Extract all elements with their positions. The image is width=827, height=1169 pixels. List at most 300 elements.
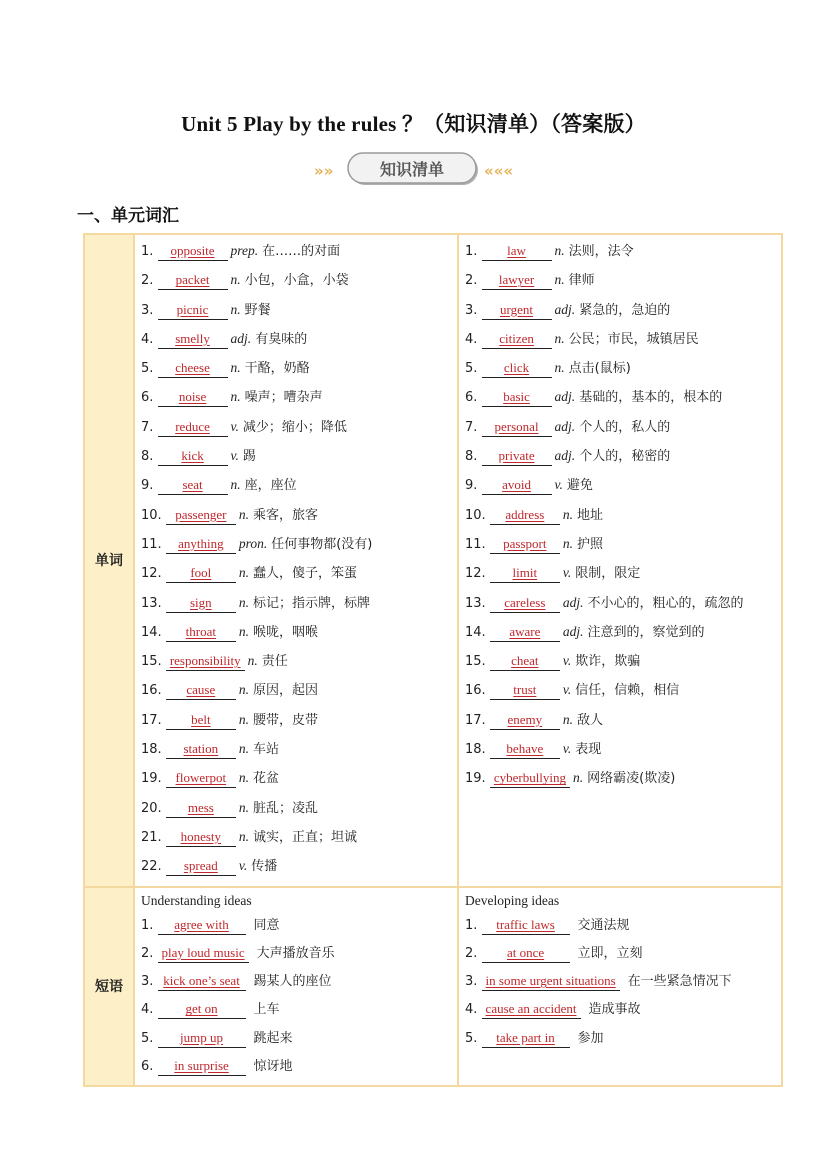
answer-blank bbox=[490, 506, 560, 525]
vocab-item bbox=[141, 559, 457, 588]
word-meaning: 花盆 bbox=[252, 771, 279, 787]
item-number: 7. bbox=[465, 419, 478, 435]
banner-label: 知识清单 bbox=[379, 160, 445, 179]
item-number: 2. bbox=[465, 273, 478, 289]
part-of-speech: adj. bbox=[230, 330, 252, 346]
item-number: 4. bbox=[141, 331, 154, 347]
item-number: 9. bbox=[465, 478, 478, 494]
answer-blank bbox=[158, 1029, 246, 1048]
vocab-item bbox=[141, 413, 457, 442]
word-meaning: 避免 bbox=[566, 478, 593, 494]
phrase-meaning: 惊讶地 bbox=[253, 1059, 293, 1075]
part-of-speech: n. bbox=[230, 360, 241, 376]
part-of-speech: n. bbox=[562, 711, 573, 727]
phrase-item bbox=[141, 1053, 457, 1081]
part-of-speech: n. bbox=[238, 770, 249, 786]
word-meaning: 法则，法令 bbox=[568, 244, 634, 259]
answer-word: picnic bbox=[176, 301, 209, 317]
answer-blank bbox=[166, 799, 236, 818]
answer-blank bbox=[482, 330, 552, 349]
vocab-item bbox=[141, 706, 457, 735]
item-number: 8. bbox=[141, 449, 154, 465]
answer-blank bbox=[166, 681, 236, 700]
answer-phrase: kick one’s seat bbox=[163, 973, 240, 989]
answer-blank bbox=[166, 506, 236, 525]
answer-word: behave bbox=[506, 741, 544, 757]
item-number: 8. bbox=[465, 449, 478, 465]
part-of-speech: n. bbox=[238, 711, 249, 727]
phrase-item bbox=[465, 912, 781, 940]
answer-word: address bbox=[505, 506, 545, 522]
answer-word: fool bbox=[190, 565, 212, 581]
vocab-item bbox=[465, 471, 781, 500]
answer-word: seat bbox=[182, 477, 203, 493]
vocab-item bbox=[141, 530, 457, 559]
vocab-item bbox=[465, 618, 781, 647]
answer-phrase: jump up bbox=[180, 1029, 224, 1045]
part-of-speech: adj. bbox=[554, 448, 576, 464]
answer-word: law bbox=[507, 243, 526, 258]
phrase-item bbox=[141, 912, 457, 940]
phrase-meaning: 上车 bbox=[253, 1002, 280, 1018]
phrases-left-column bbox=[134, 887, 458, 1087]
item-number: 17. bbox=[465, 712, 486, 728]
phrase-item bbox=[141, 1025, 457, 1053]
word-meaning: 敌人 bbox=[576, 712, 603, 728]
phrase-meaning: 跳起来 bbox=[253, 1030, 293, 1046]
part-of-speech: adj. bbox=[554, 301, 576, 317]
item-number: 15. bbox=[141, 654, 162, 670]
item-number: 2. bbox=[141, 945, 154, 961]
part-of-speech: pron. bbox=[238, 535, 268, 551]
vocab-item bbox=[465, 735, 781, 764]
vocab-item bbox=[141, 676, 457, 705]
item-number: 6. bbox=[141, 1059, 154, 1075]
part-of-speech: n. bbox=[238, 741, 249, 757]
phrase-item bbox=[141, 996, 457, 1024]
item-number: 18. bbox=[141, 742, 162, 758]
item-number: 5. bbox=[465, 1030, 478, 1046]
item-number: 7. bbox=[141, 419, 154, 435]
item-number: 22. bbox=[141, 859, 162, 875]
phrase-meaning: 踢某人的座位 bbox=[253, 974, 332, 990]
phrase-meaning: 大声播放音乐 bbox=[256, 945, 335, 961]
item-number: 3. bbox=[141, 302, 154, 318]
item-number: 14. bbox=[465, 624, 486, 640]
answer-word: avoid bbox=[502, 477, 531, 493]
item-number: 10. bbox=[465, 507, 486, 523]
vocab-item bbox=[141, 794, 457, 823]
answer-phrase: get on bbox=[185, 1001, 218, 1017]
answer-blank bbox=[166, 535, 236, 554]
vocab-item bbox=[141, 325, 457, 354]
answer-phrase: in some urgent situations bbox=[485, 973, 616, 989]
vocab-item bbox=[465, 559, 781, 588]
answer-word: cheat bbox=[511, 653, 539, 669]
item-number: 13. bbox=[141, 595, 162, 611]
phrases-left-heading: Understanding ideas bbox=[141, 892, 252, 908]
part-of-speech: v. bbox=[562, 741, 572, 757]
answer-word: private bbox=[498, 448, 535, 464]
part-of-speech: v. bbox=[238, 858, 248, 874]
word-meaning: 信任，信赖，相信 bbox=[575, 683, 680, 699]
phrase-meaning: 立即，立刻 bbox=[577, 945, 643, 961]
vocab-item bbox=[141, 735, 457, 764]
phrases-right-column bbox=[458, 887, 782, 1087]
word-meaning: 任何事物都(没有) bbox=[271, 536, 373, 552]
word-meaning: 公民；市民，城镇居民 bbox=[568, 331, 699, 347]
answer-word: kick bbox=[181, 448, 204, 464]
item-number: 5. bbox=[465, 361, 478, 377]
answer-blank bbox=[166, 711, 236, 730]
phrase-item bbox=[465, 996, 781, 1024]
answer-word: enemy bbox=[507, 711, 543, 727]
answer-blank bbox=[482, 388, 552, 407]
answer-word: cheese bbox=[175, 360, 210, 376]
vocab-item bbox=[141, 237, 457, 266]
part-of-speech: n. bbox=[238, 506, 249, 522]
item-number: 5. bbox=[141, 1030, 154, 1046]
answer-blank bbox=[158, 972, 246, 991]
item-number: 18. bbox=[465, 742, 486, 758]
part-of-speech: n. bbox=[238, 799, 249, 815]
answer-word: opposite bbox=[170, 243, 215, 258]
answer-blank bbox=[166, 857, 236, 876]
banner-left-arrows: »» bbox=[314, 162, 334, 180]
item-number: 12. bbox=[465, 566, 486, 582]
part-of-speech: n. bbox=[238, 623, 249, 639]
answer-word: spread bbox=[183, 858, 218, 874]
section-heading: 一、单元词汇 bbox=[77, 206, 179, 226]
word-meaning: 紧急的，急迫的 bbox=[579, 302, 671, 318]
part-of-speech: v. bbox=[230, 448, 239, 464]
answer-blank bbox=[158, 447, 228, 466]
answer-word: responsibility bbox=[169, 653, 241, 669]
answer-word: sign bbox=[189, 594, 212, 610]
word-meaning: 减少；缩小；降低 bbox=[242, 419, 347, 435]
answer-word: personal bbox=[494, 418, 539, 434]
answer-blank bbox=[166, 828, 236, 847]
answer-blank bbox=[490, 652, 560, 671]
answer-word: trust bbox=[513, 682, 537, 698]
vocab-item bbox=[465, 676, 781, 705]
phrase-item bbox=[141, 968, 457, 996]
vocab-item bbox=[465, 413, 781, 442]
words-row bbox=[84, 234, 782, 887]
part-of-speech: prep. bbox=[230, 243, 259, 258]
item-number: 11. bbox=[141, 536, 162, 552]
phrase-meaning: 参加 bbox=[577, 1030, 604, 1046]
answer-word: aware bbox=[509, 623, 541, 639]
answer-blank bbox=[482, 301, 552, 320]
part-of-speech: adj. bbox=[562, 594, 584, 610]
answer-word: limit bbox=[512, 565, 538, 581]
answer-blank bbox=[490, 623, 560, 642]
answer-blank bbox=[158, 1000, 246, 1019]
item-number: 12. bbox=[141, 566, 162, 582]
word-meaning: 诚实，正直；坦诚 bbox=[252, 829, 357, 845]
vocab-item bbox=[465, 589, 781, 618]
part-of-speech: n. bbox=[573, 770, 584, 786]
answer-blank bbox=[166, 740, 236, 759]
word-meaning: 乘客，旅客 bbox=[252, 507, 318, 523]
vocab-item bbox=[465, 530, 781, 559]
phrases-right-heading: Developing ideas bbox=[465, 892, 560, 908]
answer-blank bbox=[158, 476, 228, 495]
part-of-speech: n. bbox=[247, 653, 258, 669]
part-of-speech: adj. bbox=[554, 418, 576, 434]
answer-word: throat bbox=[185, 623, 216, 639]
part-of-speech: v. bbox=[230, 418, 239, 434]
answer-word: cause bbox=[186, 682, 216, 698]
word-meaning: 欺诈，欺骗 bbox=[575, 654, 641, 670]
vocab-item bbox=[465, 266, 781, 295]
answer-word: citizen bbox=[499, 330, 534, 346]
part-of-speech: n. bbox=[238, 828, 249, 844]
answer-blank bbox=[158, 301, 228, 320]
answer-word: packet bbox=[175, 272, 210, 288]
part-of-speech: n. bbox=[562, 535, 573, 551]
word-meaning: 基础的，基本的，根本的 bbox=[579, 390, 723, 406]
page-title: Unit 5 Play by the rules ？（知识清单）（答案版） bbox=[181, 112, 646, 136]
word-meaning: 蠢人，傻子，笨蛋 bbox=[252, 566, 357, 582]
part-of-speech: n. bbox=[238, 565, 249, 581]
answer-blank bbox=[166, 594, 236, 613]
answer-blank bbox=[490, 711, 560, 730]
item-number: 15. bbox=[465, 654, 486, 670]
item-number: 2. bbox=[141, 273, 154, 289]
phrase-meaning: 同意 bbox=[253, 917, 280, 933]
vocab-item bbox=[465, 325, 781, 354]
answer-blank bbox=[166, 769, 236, 788]
item-number: 3. bbox=[465, 974, 478, 990]
vocab-item bbox=[465, 442, 781, 471]
answer-blank bbox=[482, 916, 570, 935]
item-number: 6. bbox=[141, 390, 154, 406]
word-meaning: 个人的，秘密的 bbox=[579, 449, 671, 465]
phrase-item bbox=[141, 940, 457, 968]
phrase-item bbox=[465, 1025, 781, 1053]
answer-blank bbox=[482, 944, 570, 963]
answer-word: basic bbox=[503, 389, 530, 405]
vocab-item bbox=[141, 442, 457, 471]
vocab-item bbox=[465, 764, 781, 793]
answer-blank bbox=[482, 972, 620, 991]
word-meaning: 护照 bbox=[576, 536, 603, 552]
knowledge-list-banner bbox=[312, 151, 516, 189]
vocab-item bbox=[141, 618, 457, 647]
answer-word: passenger bbox=[175, 506, 227, 522]
word-meaning: 踢 bbox=[242, 449, 256, 465]
word-meaning: 表现 bbox=[575, 742, 602, 758]
vocabulary-table bbox=[83, 233, 783, 1087]
answer-blank bbox=[158, 359, 228, 378]
answer-blank bbox=[158, 916, 246, 935]
item-number: 3. bbox=[465, 302, 478, 318]
answer-word: anything bbox=[178, 535, 224, 551]
vocab-item bbox=[141, 266, 457, 295]
answer-blank bbox=[482, 418, 552, 437]
answer-blank bbox=[490, 740, 560, 759]
answer-blank bbox=[482, 1029, 570, 1048]
phrases-row bbox=[84, 887, 782, 1087]
item-number: 6. bbox=[465, 390, 478, 406]
words-label: 单词 bbox=[84, 234, 134, 887]
word-meaning: 限制，限定 bbox=[575, 566, 641, 582]
answer-blank bbox=[166, 623, 236, 642]
word-meaning: 有臭味的 bbox=[255, 331, 308, 347]
word-meaning: 网络霸凌(欺凌) bbox=[587, 771, 676, 787]
part-of-speech: v. bbox=[562, 565, 572, 581]
answer-word: lawyer bbox=[498, 272, 535, 288]
answer-blank bbox=[482, 359, 552, 378]
part-of-speech: n. bbox=[230, 272, 241, 288]
answer-blank bbox=[490, 594, 560, 613]
answer-phrase: traffic laws bbox=[496, 916, 555, 932]
item-number: 5. bbox=[141, 361, 154, 377]
answer-blank bbox=[490, 681, 560, 700]
word-meaning: 原因，起因 bbox=[252, 683, 318, 699]
answer-phrase: in surprise bbox=[174, 1058, 229, 1074]
vocab-item bbox=[465, 237, 781, 266]
banner-right-arrows: ««« bbox=[484, 162, 514, 180]
answer-word: passport bbox=[503, 535, 547, 551]
part-of-speech: adj. bbox=[554, 389, 576, 405]
answer-phrase: agree with bbox=[174, 916, 229, 932]
answer-word: reduce bbox=[175, 418, 210, 434]
vocab-item bbox=[465, 354, 781, 383]
answer-word: cyberbullying bbox=[493, 770, 567, 786]
item-number: 1. bbox=[465, 244, 478, 259]
item-number: 11. bbox=[465, 536, 486, 552]
answer-word: station bbox=[183, 741, 219, 757]
phrase-item bbox=[465, 968, 781, 996]
answer-blank bbox=[166, 652, 245, 671]
word-meaning: 传播 bbox=[251, 859, 278, 875]
part-of-speech: n. bbox=[554, 330, 565, 346]
item-number: 1. bbox=[141, 917, 154, 933]
vocab-item bbox=[141, 383, 457, 412]
item-number: 16. bbox=[141, 683, 162, 699]
answer-blank bbox=[158, 944, 249, 963]
word-meaning: 在……的对面 bbox=[262, 244, 341, 259]
words-right-column bbox=[458, 234, 782, 887]
part-of-speech: adj. bbox=[562, 623, 584, 639]
answer-word: mess bbox=[187, 799, 214, 815]
item-number: 10. bbox=[141, 507, 162, 523]
word-meaning: 不小心的，粗心的，疏忽的 bbox=[587, 595, 744, 611]
answer-word: belt bbox=[191, 711, 211, 727]
item-number: 1. bbox=[141, 244, 154, 259]
item-number: 16. bbox=[465, 683, 486, 699]
part-of-speech: n. bbox=[238, 594, 249, 610]
answer-blank bbox=[490, 564, 560, 583]
part-of-speech: n. bbox=[554, 243, 565, 258]
word-meaning: 地址 bbox=[576, 507, 603, 523]
item-number: 4. bbox=[141, 1002, 154, 1018]
word-meaning: 车站 bbox=[252, 742, 279, 758]
part-of-speech: v. bbox=[562, 653, 572, 669]
item-number: 19. bbox=[141, 771, 162, 787]
vocab-item bbox=[141, 471, 457, 500]
answer-blank bbox=[490, 769, 570, 788]
answer-blank bbox=[482, 447, 552, 466]
part-of-speech: v. bbox=[554, 477, 563, 493]
answer-phrase: at once bbox=[506, 944, 545, 960]
answer-word: noise bbox=[178, 389, 207, 405]
answer-blank bbox=[482, 242, 552, 261]
item-number: 4. bbox=[465, 331, 478, 347]
answer-blank bbox=[482, 476, 552, 495]
answer-phrase: cause an accident bbox=[485, 1001, 577, 1017]
phrase-meaning: 在一些紧急情况下 bbox=[627, 974, 732, 990]
answer-blank bbox=[482, 271, 552, 290]
word-meaning: 座，座位 bbox=[244, 478, 297, 494]
item-number: 9. bbox=[141, 478, 154, 494]
vocab-item bbox=[141, 589, 457, 618]
item-number: 2. bbox=[465, 945, 478, 961]
phrases-label: 短语 bbox=[84, 887, 134, 1087]
item-number: 13. bbox=[465, 595, 486, 611]
item-number: 3. bbox=[141, 974, 154, 990]
phrase-item bbox=[465, 940, 781, 968]
word-meaning: 注意到的，察觉到的 bbox=[587, 624, 705, 640]
vocab-item bbox=[465, 296, 781, 325]
answer-word: careless bbox=[504, 594, 546, 610]
vocab-item bbox=[141, 647, 457, 676]
vocab-item bbox=[141, 501, 457, 530]
answer-blank bbox=[482, 1000, 581, 1019]
word-meaning: 野餐 bbox=[244, 302, 271, 318]
answer-blank bbox=[166, 564, 236, 583]
answer-blank bbox=[158, 388, 228, 407]
answer-blank bbox=[158, 271, 228, 290]
part-of-speech: n. bbox=[230, 477, 241, 493]
answer-phrase: take part in bbox=[496, 1029, 555, 1045]
vocab-item bbox=[141, 823, 457, 852]
answer-blank bbox=[158, 242, 228, 261]
word-meaning: 腰带，皮带 bbox=[252, 712, 318, 728]
answer-word: smelly bbox=[175, 330, 210, 346]
item-number: 4. bbox=[465, 1002, 478, 1018]
word-meaning: 责任 bbox=[261, 654, 288, 670]
word-meaning: 个人的，私人的 bbox=[579, 419, 671, 435]
vocab-item bbox=[465, 501, 781, 530]
phrase-meaning: 交通法规 bbox=[577, 917, 630, 933]
item-number: 19. bbox=[465, 771, 486, 787]
part-of-speech: n. bbox=[554, 272, 565, 288]
part-of-speech: n. bbox=[562, 506, 573, 522]
vocab-item bbox=[141, 354, 457, 383]
part-of-speech: n. bbox=[230, 389, 241, 405]
word-meaning: 噪声；嘈杂声 bbox=[244, 390, 323, 406]
item-number: 17. bbox=[141, 712, 162, 728]
vocab-item bbox=[141, 764, 457, 793]
answer-blank bbox=[158, 330, 228, 349]
item-number: 14. bbox=[141, 624, 162, 640]
answer-blank bbox=[158, 418, 228, 437]
word-meaning: 干酪，奶酪 bbox=[244, 361, 310, 377]
phrase-meaning: 造成事故 bbox=[588, 1002, 641, 1018]
answer-word: flowerpot bbox=[175, 770, 227, 786]
item-number: 20. bbox=[141, 800, 162, 816]
vocab-item bbox=[465, 383, 781, 412]
vocab-item bbox=[141, 852, 457, 881]
vocab-item bbox=[465, 647, 781, 676]
word-meaning: 脏乱；凌乱 bbox=[252, 800, 318, 816]
answer-word: honesty bbox=[180, 828, 222, 844]
vocab-item bbox=[465, 706, 781, 735]
